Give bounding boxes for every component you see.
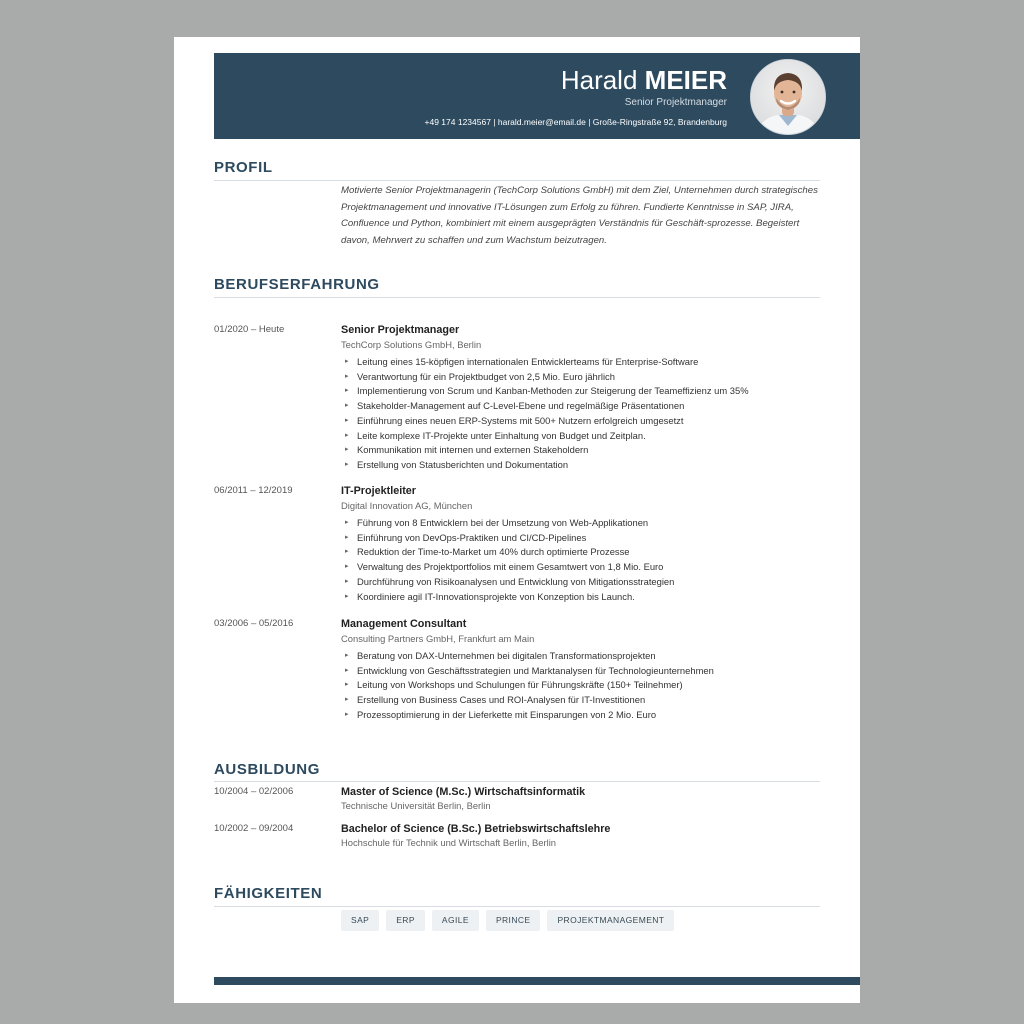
skill-tag: AGILE <box>432 910 479 931</box>
bullet-item: ▸ Stakeholder-Management auf C-Level-Ebene und regelmäßige Präsentationen <box>341 399 749 414</box>
skill-tag: PRINCE <box>486 910 541 931</box>
bullet-item: ▸ Führung von 8 Entwicklern bei der Umsetzung von Web-Applikationen <box>341 516 674 531</box>
section-divider <box>214 906 820 907</box>
bullet-item: ▸ Erstellung von Statusberichten und Dokumentation <box>341 458 749 473</box>
experience-title: IT-Projektleiter <box>341 485 417 497</box>
section-title-profile: PROFIL <box>214 159 273 176</box>
bullet-item: ▸ Einführung eines neuen ERP-Systems mit 500+ Nutzern erfolgreich umgesetzt <box>341 414 749 429</box>
bullet-arrow-icon: ▸ <box>345 681 349 689</box>
bullet-item: ▸ Einführung von DevOps-Praktiken und CI/CD-Pipelines <box>341 531 674 546</box>
education-degree: Bachelor of Science (B.Sc.) Betriebswirtschaftslehre <box>341 823 611 835</box>
first-name: Harald <box>560 65 638 95</box>
footer-bar <box>214 977 860 985</box>
bullet-item: ▸ Leitung von Workshops und Schulungen für Führungskräfte (150+ Teilnehmer) <box>341 678 714 693</box>
experience-company: Consulting Partners GmbH, Frankfurt am Main <box>341 633 535 644</box>
bullet-arrow-icon: ▸ <box>345 431 349 439</box>
experience-company: Digital Innovation AG, München <box>341 500 473 511</box>
section-title-education: AUSBILDUNG <box>214 761 320 778</box>
candidate-name <box>561 65 727 95</box>
bullet-item: ▸ Entwicklung von Geschäftsstrategien und Marktanalysen für Technologieunternehmen <box>341 664 714 679</box>
section-divider <box>214 180 820 181</box>
experience-date: 01/2020 – Heute <box>214 324 285 335</box>
education-school: Technische Universität Berlin, Berlin <box>341 800 491 811</box>
bullet-arrow-icon: ▸ <box>345 446 349 454</box>
experience-title: Senior Projektmanager <box>341 324 460 336</box>
bullet-arrow-icon: ▸ <box>345 563 349 571</box>
bullet-arrow-icon: ▸ <box>345 519 349 526</box>
bullet-arrow-icon: ▸ <box>345 548 349 556</box>
bullet-item: ▸ Durchführung von Risikoanalysen und Entwicklung von Mitigationsstrategien <box>341 575 674 590</box>
experience-bullets <box>341 516 674 604</box>
bullet-item: ▸ Erstellung von Business Cases und ROI-Analysen für IT-Investitionen <box>341 693 714 708</box>
skill-tag: PROJEKTMANAGEMENT <box>547 910 674 931</box>
experience-bullets <box>341 355 749 473</box>
bullet-item: ▸ Leitung eines 15-köpfigen internationalen Entwicklerteams für Enterprise-Software <box>341 355 749 370</box>
profile-summary: Motivierte Senior Projektmanagerin (TechCorp Solutions GmbH) mit dem Ziel, Unternehmen durch strategisches Projektmanagement und innovative IT-Lösungen zum Erfolg zu führen. Fundierte Kenntnisse in SAP, JIRA, Confluence und Python, kombiniert mit einem ausgeprägten Verständnis für Geschäft-sprozesse. Begeistert davon, Mehrwert zu schaffen und zum Wachstum beizutragen. <box>341 185 818 246</box>
bullet-arrow-icon: ▸ <box>345 372 349 380</box>
education-date: 10/2002 – 09/2004 <box>214 823 294 834</box>
section-title-experience: BERUFSERFAHRUNG <box>214 276 380 293</box>
skill-tag: ERP <box>386 910 425 931</box>
education-date: 10/2004 – 02/2006 <box>214 786 294 797</box>
experience-company: TechCorp Solutions GmbH, Berlin <box>341 339 482 350</box>
education-school: Hochschule für Technik und Wirtschaft Berlin, Berlin <box>341 837 557 848</box>
bullet-item: ▸ Implementierung von Scrum und Kanban-Methoden zur Steigerung der Teameffizienz um 35% <box>341 384 749 399</box>
experience-bullets <box>341 649 714 723</box>
section-divider <box>214 297 820 298</box>
bullet-item: ▸ Verantwortung für ein Projektbudget von 2,5 Mio. Euro jährlich <box>341 370 749 385</box>
bullet-arrow-icon: ▸ <box>345 652 349 659</box>
education-degree: Master of Science (M.Sc.) Wirtschaftsinformatik <box>341 786 586 798</box>
bullet-arrow-icon: ▸ <box>345 577 349 585</box>
job-title: Senior Projektmanager <box>624 97 727 108</box>
experience-date: 03/2006 – 05/2016 <box>214 618 294 629</box>
bullet-arrow-icon: ▸ <box>345 696 349 704</box>
experience-date: 06/2011 – 12/2019 <box>214 485 293 496</box>
experience-title: Management Consultant <box>341 618 467 630</box>
bullet-item: ▸ Reduktion der Time-to-Market um 40% durch optimierte Prozesse <box>341 545 674 560</box>
bullet-arrow-icon: ▸ <box>345 710 349 718</box>
bullet-item: ▸ Beratung von DAX-Unternehmen bei digitalen Transformationsprojekten <box>341 649 714 664</box>
skill-tag: SAP <box>341 910 379 931</box>
bullet-item: ▸ Leite komplexe IT-Projekte unter Einhaltung von Budget und Zeitplan. <box>341 429 749 444</box>
bullet-arrow-icon: ▸ <box>345 358 349 365</box>
bullet-item: ▸ Kommunikation mit internen und externen Stakeholdern <box>341 443 749 458</box>
resume-page <box>174 37 860 1003</box>
contact-line: +49 174 1234567 | harald.meier@email.de | Große-Ringstraße 92, Brandenburg <box>424 117 727 127</box>
section-divider <box>214 781 820 782</box>
bullet-arrow-icon: ▸ <box>345 402 349 410</box>
bullet-arrow-icon: ▸ <box>345 387 349 395</box>
bullet-item: ▸ Prozessoptimierung in der Lieferkette mit Einsparungen von 2 Mio. Euro <box>341 708 714 723</box>
profile-photo <box>750 59 826 135</box>
skills-list <box>341 910 674 931</box>
bullet-arrow-icon: ▸ <box>345 533 349 541</box>
bullet-arrow-icon: ▸ <box>345 416 349 424</box>
bullet-item: ▸ Verwaltung des Projektportfolios mit einem Gesamtwert von 1,8 Mio. Euro <box>341 560 674 575</box>
bullet-item: ▸ Koordiniere agil IT-Innovationsprojekte von Konzeption bis Launch. <box>341 590 674 605</box>
last-name: MEIER <box>644 65 727 95</box>
header-banner <box>214 53 860 139</box>
bullet-arrow-icon: ▸ <box>345 592 349 600</box>
bullet-arrow-icon: ▸ <box>345 460 349 468</box>
section-title-skills: FÄHIGKEITEN <box>214 885 323 902</box>
bullet-arrow-icon: ▸ <box>345 666 349 674</box>
